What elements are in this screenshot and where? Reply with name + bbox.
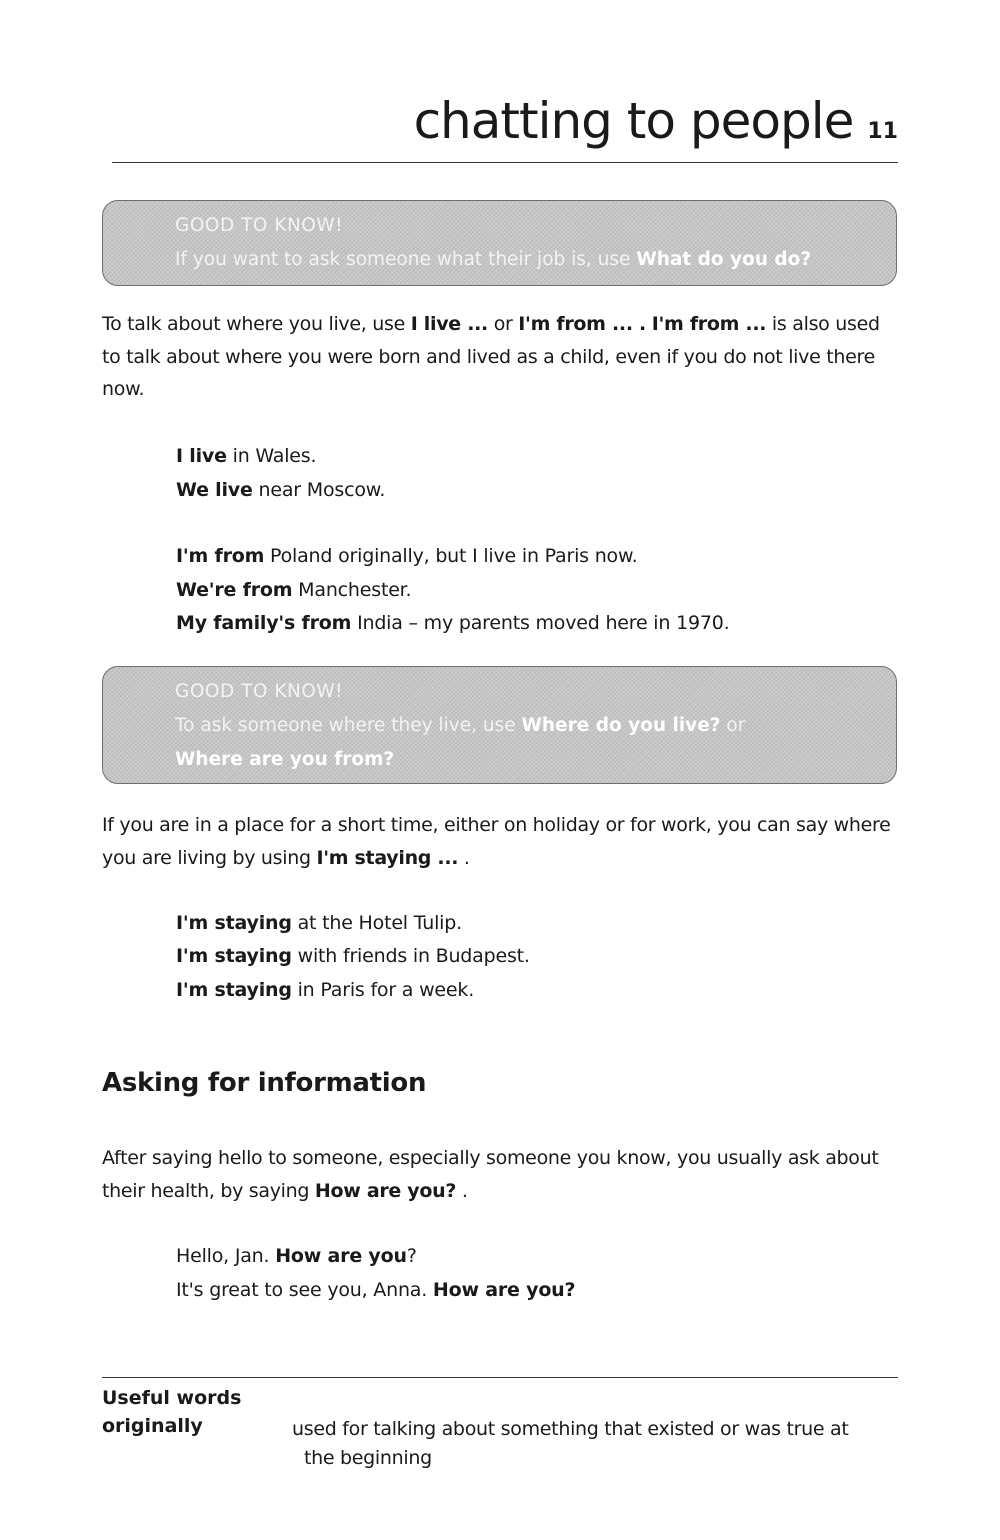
text-run: . bbox=[456, 1179, 468, 1202]
bold-phrase: I live bbox=[176, 445, 227, 467]
good-to-know-title: GOOD TO KNOW! bbox=[175, 215, 344, 236]
bold-phrase: I'm staying bbox=[176, 912, 292, 934]
useful-word-term: originally bbox=[102, 1415, 203, 1437]
example-sentence bbox=[176, 1240, 417, 1273]
text-run: near Moscow. bbox=[252, 479, 386, 501]
bold-phrase: How are you? bbox=[314, 1179, 457, 1202]
text-run: at the Hotel Tulip. bbox=[291, 912, 462, 934]
text-run: Hello, Jan. bbox=[176, 1245, 276, 1267]
good-to-know-title: GOOD TO KNOW! bbox=[175, 681, 344, 702]
text-run: After saying hello to someone, especially someone you know, you usually ask about their health, by saying bbox=[102, 1147, 879, 1202]
bold-phrase: How are you bbox=[275, 1245, 407, 1267]
good-to-know-phrase: Where do you live? bbox=[521, 715, 721, 736]
intro-paragraph bbox=[102, 308, 892, 406]
text-run: Poland originally, but I live in Paris now. bbox=[264, 545, 638, 567]
text-run: or bbox=[487, 313, 519, 335]
page-number: 11 bbox=[867, 119, 898, 144]
text-run: If you are in a place for a short time, either on holiday or for work, you can say where you are living by using bbox=[102, 814, 891, 869]
text-run: Manchester. bbox=[292, 579, 412, 601]
bold-phrase: I'm staying bbox=[176, 979, 292, 1001]
bold-phrase: My family's from bbox=[176, 612, 352, 634]
example-sentence bbox=[176, 940, 530, 973]
example-sentence bbox=[176, 907, 462, 940]
good-to-know-text: If you want to ask someone what their job is, use bbox=[175, 249, 637, 270]
good-to-know-box-where bbox=[102, 666, 897, 784]
example-sentence bbox=[176, 1274, 575, 1307]
text-run: It's great to see you, Anna. bbox=[176, 1279, 433, 1301]
text-run: is also used to talk about where you were born and lived as a child, even if you do not live there now. bbox=[102, 313, 880, 400]
example-sentence bbox=[176, 607, 729, 640]
example-sentence bbox=[176, 974, 474, 1007]
text-run: . bbox=[458, 846, 470, 869]
text-run: ? bbox=[406, 1245, 417, 1267]
info-paragraph bbox=[102, 1142, 892, 1207]
good-to-know-text: or bbox=[720, 715, 746, 736]
bold-phrase: We live bbox=[176, 479, 253, 501]
text-run: To talk about where you live, use bbox=[102, 313, 411, 335]
bold-phrase: I live ... bbox=[410, 313, 488, 335]
good-to-know-phrase: What do you do? bbox=[636, 249, 812, 270]
example-sentence bbox=[176, 440, 316, 473]
definition-line: the beginning bbox=[304, 1447, 432, 1469]
example-sentence bbox=[176, 574, 411, 607]
useful-word-definition bbox=[292, 1415, 882, 1473]
bold-phrase: How are you? bbox=[432, 1279, 576, 1301]
text-run: India – my parents moved here in 1970. bbox=[351, 612, 730, 634]
chapter-title: chatting to people bbox=[413, 92, 854, 150]
staying-paragraph bbox=[102, 809, 892, 874]
good-to-know-phrase: Where are you from? bbox=[175, 749, 395, 770]
good-to-know-box-job bbox=[102, 200, 897, 286]
section-heading: Asking for information bbox=[102, 1068, 427, 1098]
example-sentence bbox=[176, 540, 637, 573]
bold-phrase: I'm from ... bbox=[651, 313, 767, 335]
bold-phrase: I'm from ... . bbox=[518, 313, 646, 335]
bold-phrase: We're from bbox=[176, 579, 293, 601]
definition-line: used for talking about something that existed or was true at bbox=[292, 1418, 849, 1440]
bold-phrase: I'm staying bbox=[176, 945, 292, 967]
example-sentence bbox=[176, 474, 385, 507]
text-run: in Wales. bbox=[226, 445, 317, 467]
text-run: with friends in Budapest. bbox=[291, 945, 530, 967]
good-to-know-text: To ask someone where they live, use bbox=[175, 715, 522, 736]
bold-phrase: I'm from bbox=[176, 545, 265, 567]
useful-words-divider bbox=[102, 1377, 898, 1378]
page-header bbox=[112, 92, 898, 163]
useful-words-heading: Useful words bbox=[102, 1387, 242, 1409]
bold-phrase: I'm staying ... bbox=[316, 846, 459, 869]
text-run: in Paris for a week. bbox=[291, 979, 475, 1001]
